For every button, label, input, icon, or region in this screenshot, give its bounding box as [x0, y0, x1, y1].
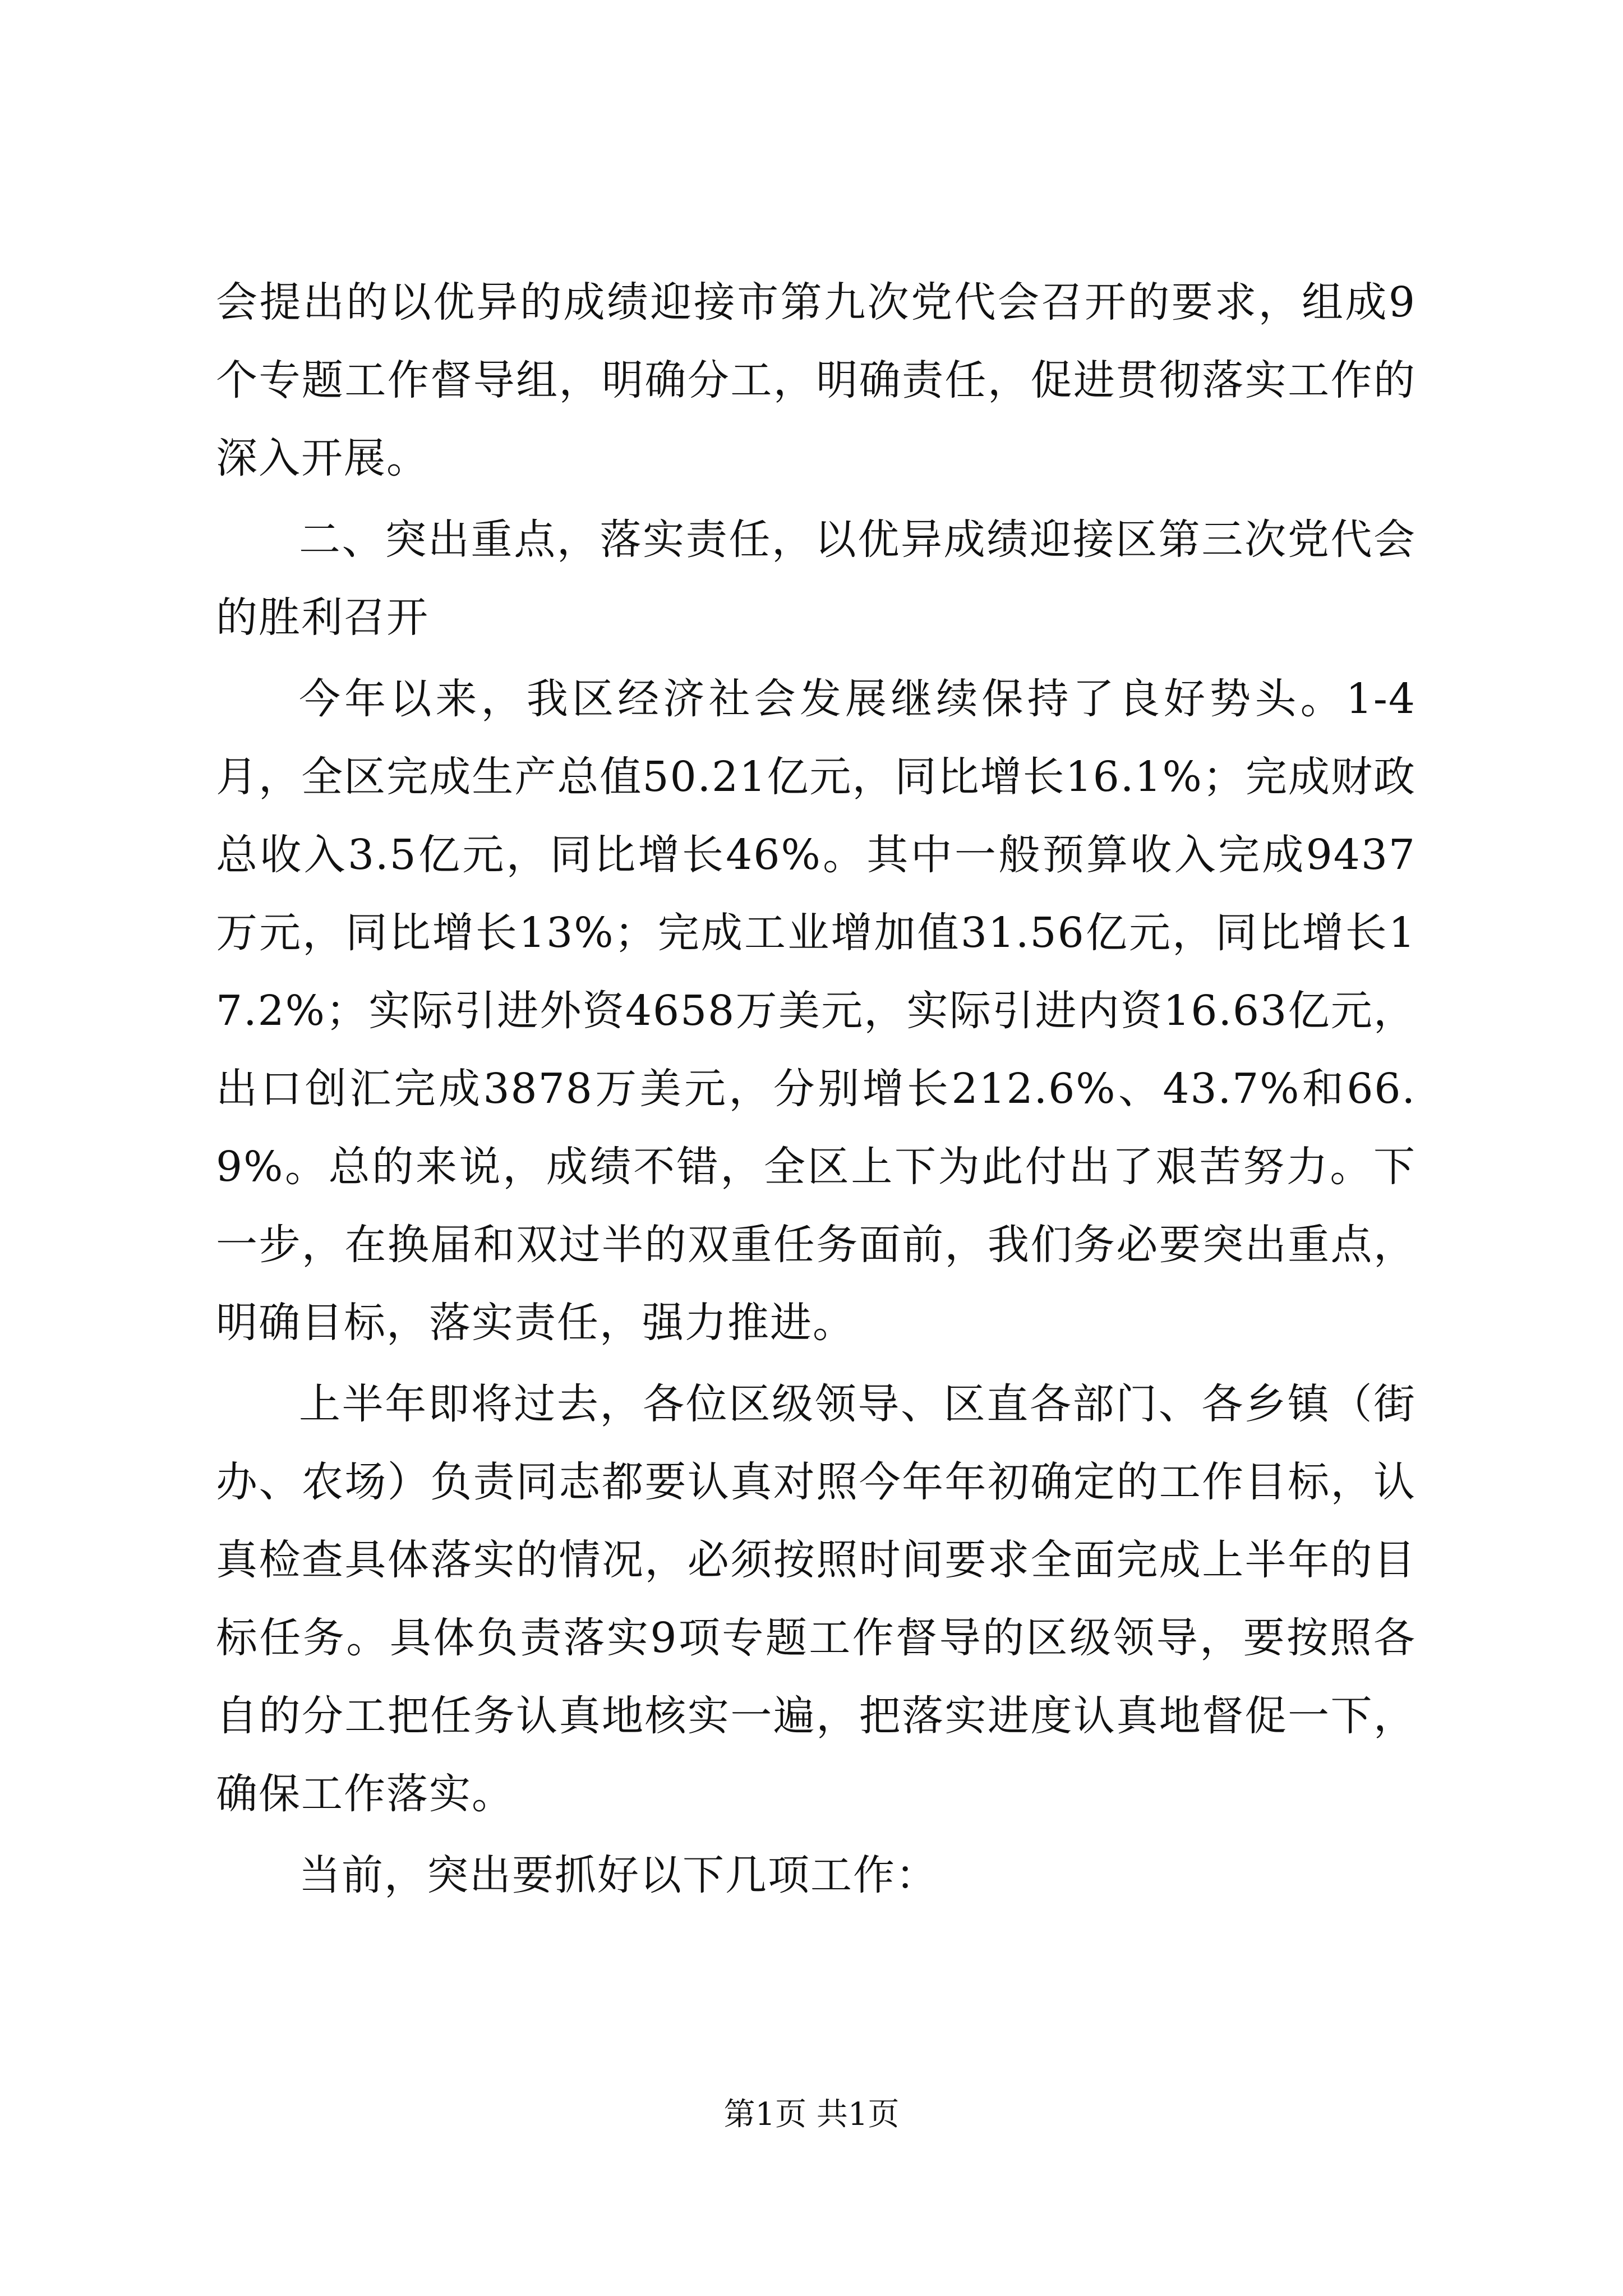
- paragraph-work-targets: 上半年即将过去，各位区级领导、区直各部门、各乡镇（街办、农场）负责同志都要认真对照今年年初确定的工作目标，认真检查具体落实的情况，必须按照时间要求全面完成上半年的目标任务。具体负责落实9项专题工作督导的区级领导，要按照各自的分工把任务认真地核实一遍，把落实进度认真地督促一下，确保工作落实。: [216, 1380, 1416, 1818]
- document-body: [216, 264, 1416, 1915]
- paragraph-continuation: 会提出的以优异的成绩迎接市第九次党代会召开的要求，组成9个专题工作督导组，明确分工，明确责任，促进贯彻落实工作的深入开展。: [216, 278, 1416, 482]
- section-heading: 二、突出重点，落实责任，以优异成绩迎接区第三次党代会的胜利召开: [216, 516, 1416, 642]
- paragraph-economic-stats: 今年以来，我区经济社会发展继续保持了良好势头。1-4月，全区完成生产总值50.21亿元，同比增长16.1%；完成财政总收入3.5亿元，同比增长46%。其中一般预算收入完成9437万元，同比增长13%；完成工业增加值31.56亿元，同比增长17.2%；实际引进外资4658万美元，实际引进内资16.63亿元，出口创汇完成3878万美元，分别增长212.6%、43.7%和66.9%。总的来说，成绩不错，全区上下为此付出了艰苦努力。下一步，在换届和双过半的双重任务面前，我们务必要突出重点，明确目标，落实责任，强力推进。: [216, 675, 1416, 1347]
- paragraph-current-tasks: 当前，突出要抓好以下几项工作：: [299, 1851, 938, 1899]
- page-footer: 第1页 共1页: [723, 2096, 900, 2133]
